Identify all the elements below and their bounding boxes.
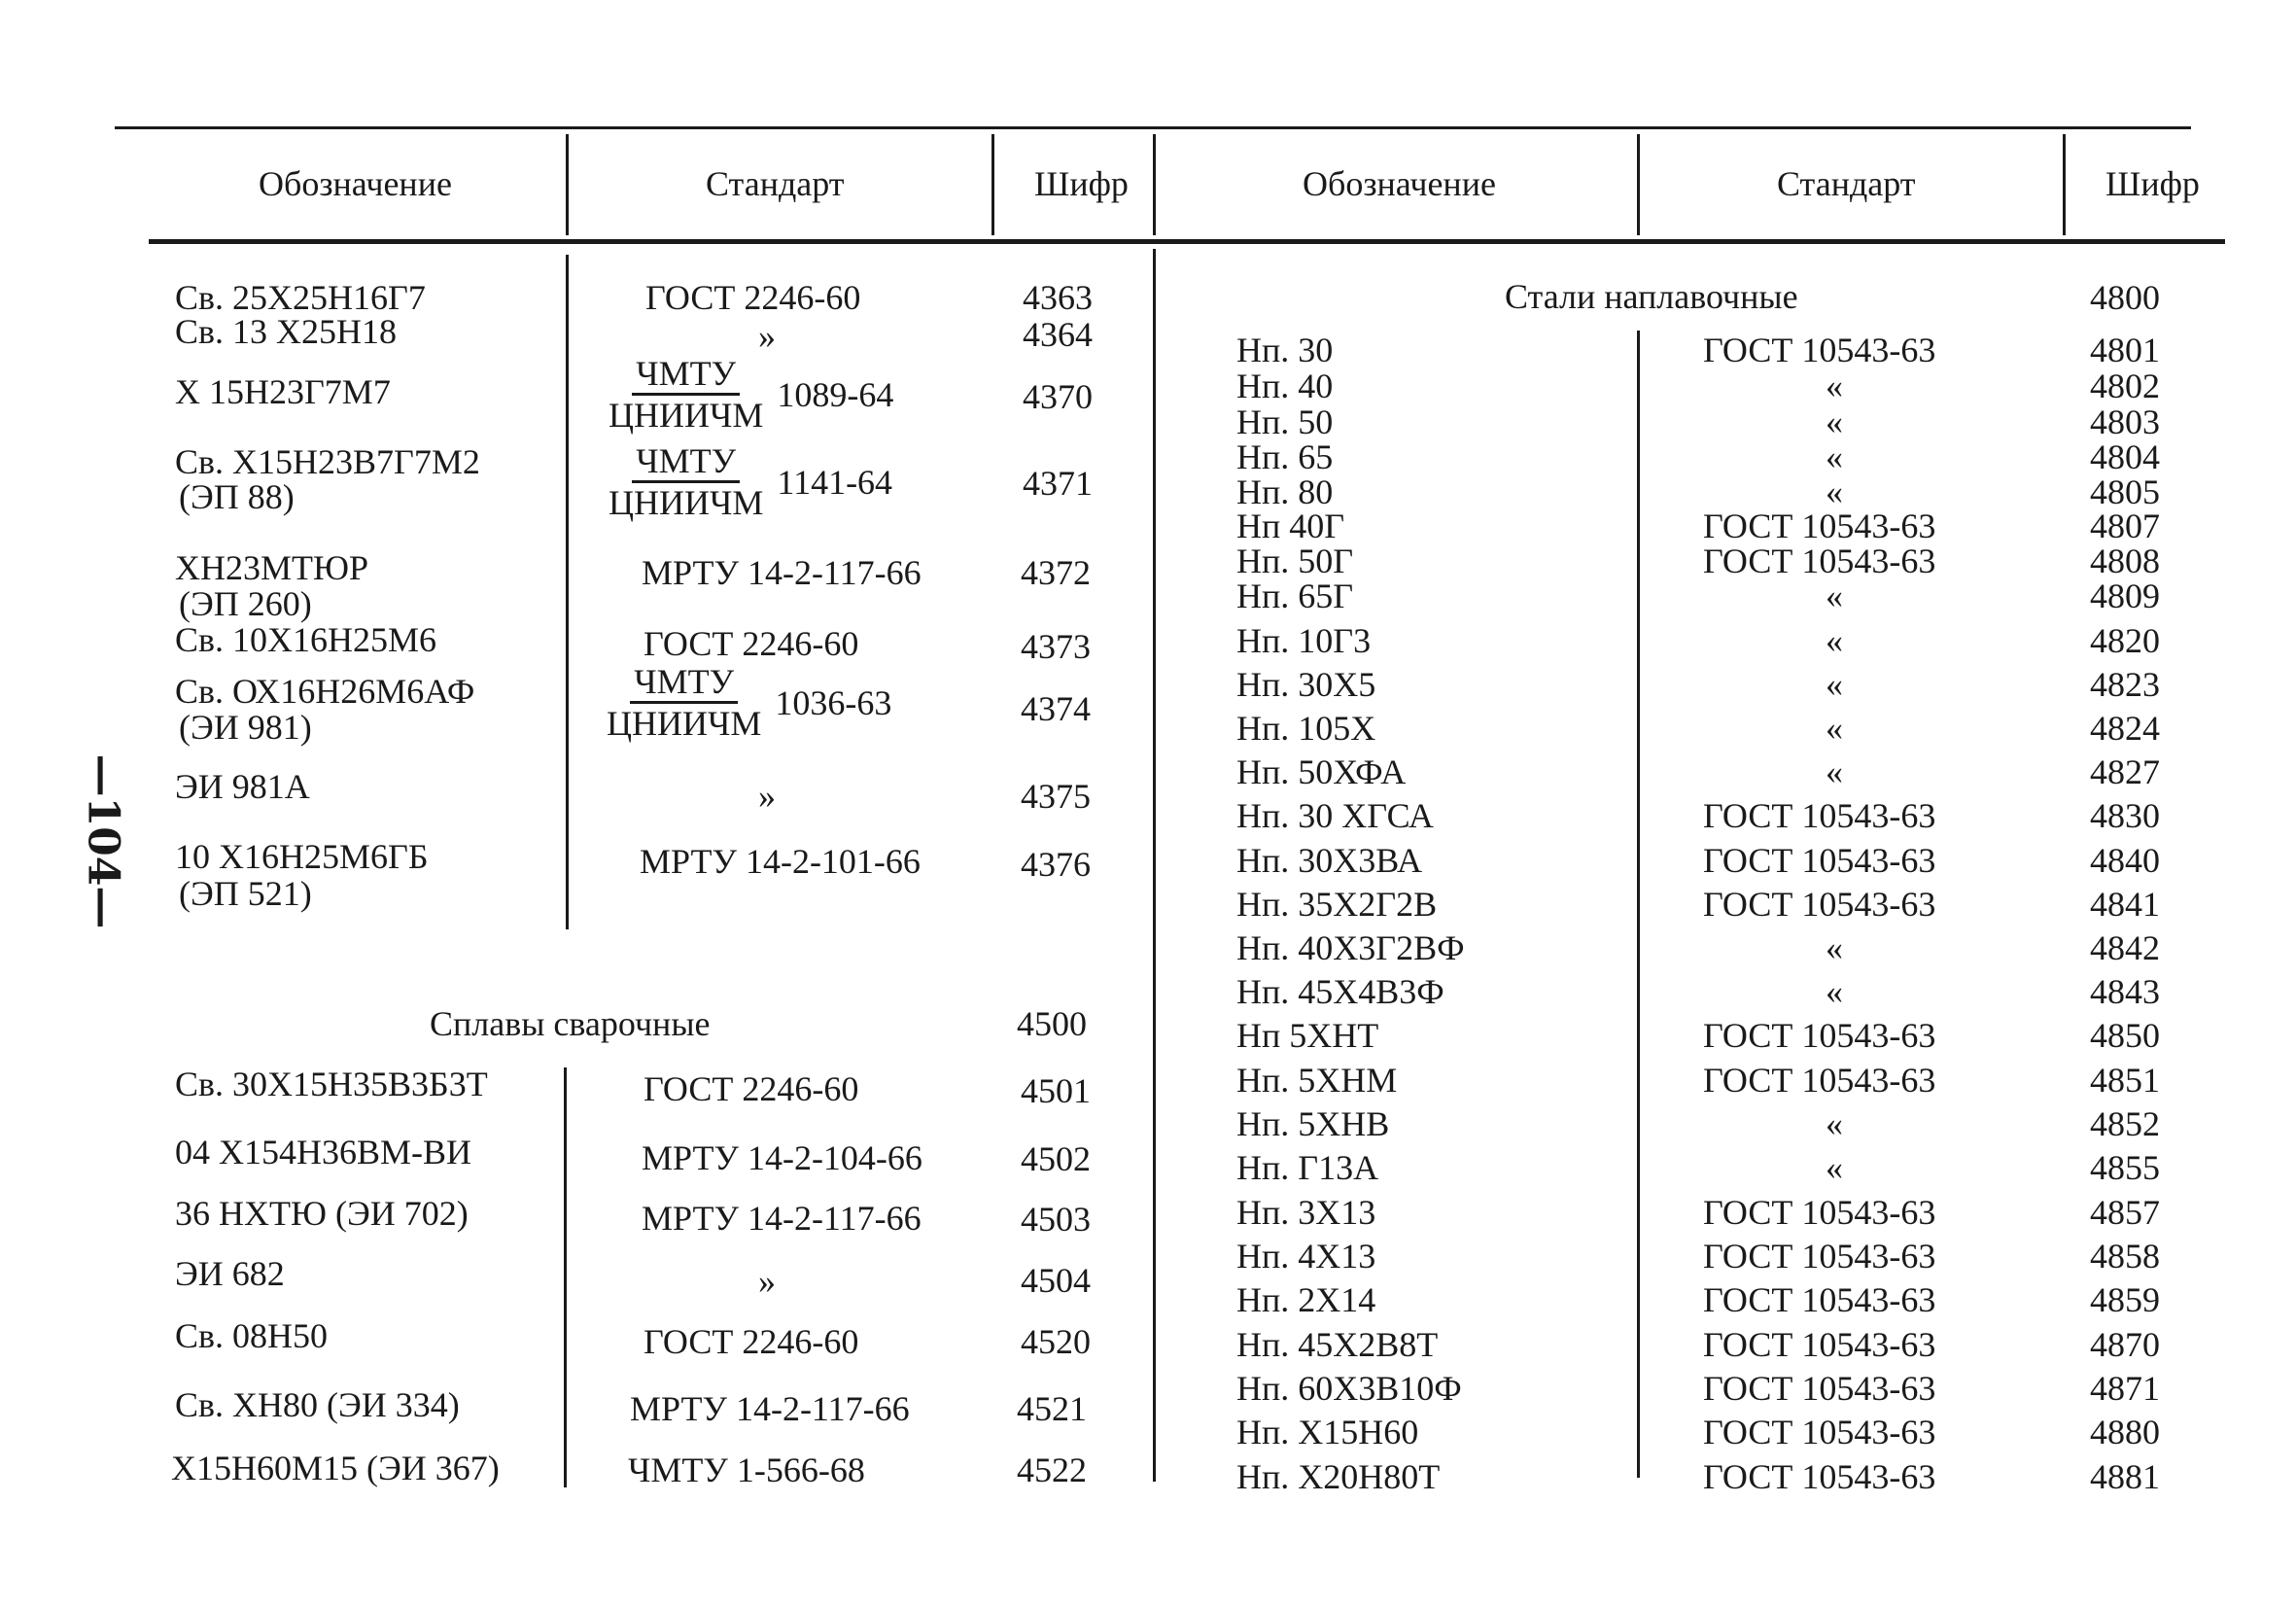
hdr-sep-5 [2063, 134, 2066, 235]
table-row-std-fraction [603, 664, 891, 741]
table-row-code: 4858 [2090, 1237, 2160, 1276]
frac-den: ЦНИИЧМ [609, 483, 764, 522]
table-row-code: 4827 [2090, 752, 2160, 791]
header-rule [149, 239, 2225, 244]
table-row-name: Нп. 105Х [1236, 709, 1376, 748]
table-row-code: 4808 [2090, 542, 2160, 580]
table-row-name: Нп. Г13А [1236, 1148, 1379, 1187]
table-row-std: ЧМТУ 1-566-68 [628, 1451, 865, 1489]
table-row-name: Нп. 50 [1236, 402, 1334, 441]
table-row-code: 4373 [1021, 627, 1091, 666]
table-row-name2: (ЭП 260) [179, 584, 312, 623]
table-row-name: ЭИ 682 [175, 1254, 285, 1293]
page-number: —104— [78, 753, 128, 928]
header-shifr-left: Шифр [1034, 164, 1129, 203]
frac-rest: 1141-64 [777, 462, 893, 502]
table-row-name: Нп. 80 [1236, 472, 1334, 511]
table-row-code: 4859 [2090, 1280, 2160, 1319]
table-row-code: 4881 [2090, 1457, 2160, 1496]
table-row-std: ГОСТ 10543-63 [1703, 1237, 1936, 1276]
table-row-code: 4502 [1021, 1139, 1091, 1178]
section-title-stali: Стали наплавочные [1505, 277, 1798, 316]
table-row-name: Нп. 35Х2Г2В [1236, 885, 1438, 924]
table-row-code: 4855 [2090, 1148, 2160, 1187]
table-row-code: 4802 [2090, 367, 2160, 405]
table-row-code: 4521 [1017, 1389, 1087, 1428]
top-rule [115, 126, 2191, 129]
table-row-name: Св. 30Х15Н35В3Б3Т [175, 1065, 488, 1103]
table-row-name: Нп. 5ХНМ [1236, 1061, 1398, 1100]
table-row-name: Нп. Х15Н60 [1236, 1413, 1419, 1451]
hdr-sep-1 [566, 134, 569, 235]
table-row-std: ГОСТ 10543-63 [1703, 542, 1936, 580]
table-row-std: « [1826, 367, 1843, 405]
table-row-std: ГОСТ 10543-63 [1703, 796, 1936, 835]
table-row-code: 4370 [1023, 377, 1093, 416]
table-row-name: 10 Х16Н25М6ГБ [175, 837, 429, 876]
table-row-name: Нп 5ХНТ [1236, 1016, 1379, 1055]
table-row-name: Св. 10Х16Н25М6 [175, 620, 437, 659]
table-row-std: « [1826, 402, 1843, 441]
table-row-code: 4809 [2090, 577, 2160, 615]
table-row-name: Нп. 40Х3Г2ВФ [1236, 928, 1465, 967]
table-row-code: 4852 [2090, 1104, 2160, 1143]
table-row-name: Св. 25Х25Н16Г7 [175, 278, 426, 317]
table-row-std: « [1826, 1104, 1843, 1143]
table-row-code: 4824 [2090, 709, 2160, 748]
table-row-code: 4376 [1021, 845, 1091, 884]
table-row-code: 4803 [2090, 402, 2160, 441]
table-row-code: 4843 [2090, 972, 2160, 1011]
table-row-std: ГОСТ 10543-63 [1703, 1369, 1936, 1408]
table-row-code: 4522 [1017, 1451, 1087, 1489]
table-row-std: ГОСТ 10543-63 [1703, 331, 1936, 369]
frac-rest: 1089-64 [777, 374, 894, 414]
table-row-std: ГОСТ 10543-63 [1703, 1413, 1936, 1451]
table-row-name: Нп. 65Г [1236, 577, 1354, 615]
frac-num: ЧМТУ [632, 443, 740, 483]
hdr-sep-2 [991, 134, 994, 235]
table-row-std: « [1826, 577, 1843, 615]
table-row-name: Нп. 50ХФА [1236, 752, 1407, 791]
left-std-sep-a [566, 255, 569, 929]
table-row-code: 4503 [1021, 1200, 1091, 1239]
table-row-code: 4804 [2090, 437, 2160, 476]
table-row-name: Нп. 5ХНВ [1236, 1104, 1390, 1143]
header-oboznachenie-right: Обозначение [1303, 164, 1496, 203]
table-row-code: 4375 [1021, 777, 1091, 816]
table-row-name: Св. 08Н50 [175, 1316, 329, 1355]
table-row-std: « [1826, 928, 1843, 967]
table-row-code: 4850 [2090, 1016, 2160, 1055]
table-row-name: Нп. 10Г3 [1236, 621, 1372, 660]
table-row-code: 4363 [1023, 278, 1093, 317]
table-row-std: ГОСТ 10543-63 [1703, 1325, 1936, 1364]
table-row-name: Св. ОХ16Н26М6АФ [175, 672, 475, 711]
table-row-std: ГОСТ 10543-63 [1703, 1061, 1936, 1100]
table-row-code: 4870 [2090, 1325, 2160, 1364]
table-row-name: Нп. 30 [1236, 331, 1334, 369]
table-row-name: 36 НХТЮ (ЭИ 702) [175, 1194, 469, 1233]
table-row-std: » [758, 777, 776, 816]
table-row-std: ГОСТ 10543-63 [1703, 841, 1936, 880]
header-shifr-right: Шифр [2105, 164, 2200, 203]
table-row-name: Нп. 30Х5 [1236, 665, 1376, 704]
table-row-name: Нп. 30 ХГСА [1236, 796, 1434, 835]
table-row-name: Нп. 3Х13 [1236, 1193, 1376, 1232]
table-row-std-fraction [605, 356, 893, 433]
table-row-name: ЭИ 981А [175, 767, 310, 806]
table-row-code: 4501 [1021, 1071, 1091, 1110]
table-row-name: Х15Н60М15 (ЭИ 367) [171, 1449, 500, 1487]
table-row-name: Св. ХН80 (ЭИ 334) [175, 1385, 460, 1424]
table-row-std: ГОСТ 10543-63 [1703, 885, 1936, 924]
table-row-std: МРТУ 14-2-117-66 [642, 553, 922, 592]
table-row-name: 04 Х154Н36ВМ-ВИ [175, 1133, 472, 1171]
table-row-code: 4820 [2090, 621, 2160, 660]
table-row-name: Х 15Н23Г7М7 [175, 372, 391, 411]
table-row-std: ГОСТ 10543-63 [1703, 1457, 1936, 1496]
table-row-name: Нп 40Г [1236, 507, 1345, 545]
frac-den: ЦНИИЧМ [607, 704, 762, 743]
table-row-std: « [1826, 437, 1843, 476]
table-row-code: 4371 [1023, 464, 1093, 503]
table-row-name: Нп. 2Х14 [1236, 1280, 1376, 1319]
table-row-name: Нп. 50Г [1236, 542, 1354, 580]
table-row-code: 4807 [2090, 507, 2160, 545]
table-row-std: ГОСТ 2246-60 [644, 1322, 859, 1361]
section-code-splavy: 4500 [1017, 1004, 1087, 1043]
table-row-std: « [1826, 621, 1843, 660]
table-row-name2: (ЭИ 981) [179, 708, 312, 747]
table-row-code: 4372 [1021, 553, 1091, 592]
table-row-name2: (ЭП 88) [179, 477, 295, 516]
table-row-name: Нп. 60Х3В10Ф [1236, 1369, 1462, 1408]
table-row-std: « [1826, 665, 1843, 704]
table-row-code: 4840 [2090, 841, 2160, 880]
table-row-code: 4880 [2090, 1413, 2160, 1451]
table-row-code: 4801 [2090, 331, 2160, 369]
table-row-name: Нп. 65 [1236, 437, 1334, 476]
table-row-std: ГОСТ 2246-60 [645, 278, 861, 317]
table-row-std: « [1826, 1148, 1843, 1187]
table-row-code: 4520 [1021, 1322, 1091, 1361]
table-row-std: МРТУ 14-2-101-66 [640, 842, 921, 881]
table-row-std: » [758, 317, 776, 356]
frac-den: ЦНИИЧМ [609, 396, 764, 435]
table-row-std: ГОСТ 2246-60 [644, 1069, 859, 1108]
table-row-std: « [1826, 709, 1843, 748]
table-row-std: ГОСТ 10543-63 [1703, 1280, 1936, 1319]
table-row-code: 4857 [2090, 1193, 2160, 1232]
table-row-name: Нп. 30Х3ВА [1236, 841, 1423, 880]
frac-num: ЧМТУ [632, 356, 740, 396]
table-row-name: Св. Х15Н23В7Г7М2 [175, 442, 480, 481]
table-row-std: МРТУ 14-2-104-66 [642, 1138, 922, 1177]
section-title-splavy: Сплавы сварочные [430, 1004, 711, 1043]
table-row-std: МРТУ 14-2-117-66 [630, 1389, 910, 1428]
table-row-std: » [758, 1262, 776, 1301]
table-row-code: 4504 [1021, 1261, 1091, 1300]
frac-rest: 1036-63 [775, 682, 892, 722]
right-std-sep [1637, 331, 1640, 1478]
frac-num: ЧМТУ [630, 664, 738, 704]
table-row-code: 4364 [1023, 315, 1093, 354]
table-row-std: « [1826, 752, 1843, 791]
hdr-sep-4 [1637, 134, 1640, 235]
table-row-code: 4823 [2090, 665, 2160, 704]
table-row-name: Нп. 4Х13 [1236, 1237, 1376, 1276]
table-row-std: ГОСТ 10543-63 [1703, 1016, 1936, 1055]
section-code-stali: 4800 [2090, 278, 2160, 317]
table-row-code: 4841 [2090, 885, 2160, 924]
table-row-name: Нп. 40 [1236, 367, 1334, 405]
table-row-std: « [1826, 972, 1843, 1011]
table-row-code: 4805 [2090, 472, 2160, 511]
left-std-sep-b [564, 1067, 567, 1487]
header-oboznachenie-left: Обозначение [259, 164, 452, 203]
table-row-name: Нп. Х20Н80Т [1236, 1457, 1441, 1496]
center-sep [1153, 249, 1156, 1482]
table-row-std: МРТУ 14-2-117-66 [642, 1199, 922, 1238]
table-row-std: « [1826, 472, 1843, 511]
header-standart-right: Стандарт [1777, 164, 1916, 203]
table-row-name2: (ЭП 521) [179, 874, 312, 913]
hdr-sep-3 [1153, 134, 1156, 235]
table-row-code: 4374 [1021, 689, 1091, 728]
table-row-code: 4830 [2090, 796, 2160, 835]
table-row-std-fraction [605, 443, 892, 520]
table-row-std: ГОСТ 10543-63 [1703, 1193, 1936, 1232]
table-row-name: Св. 13 Х25Н18 [175, 312, 398, 351]
table-row-std: ГОСТ 2246-60 [644, 624, 859, 663]
table-row-code: 4842 [2090, 928, 2160, 967]
table-row-std: ГОСТ 10543-63 [1703, 507, 1936, 545]
table-row-name: Нп. 45Х4В3Ф [1236, 972, 1444, 1011]
table-row-code: 4851 [2090, 1061, 2160, 1100]
table-row-name: Нп. 45Х2В8Т [1236, 1325, 1439, 1364]
table-row-code: 4871 [2090, 1369, 2160, 1408]
header-standart-left: Стандарт [706, 164, 845, 203]
table-row-name: ХН23МТЮР [175, 548, 369, 587]
